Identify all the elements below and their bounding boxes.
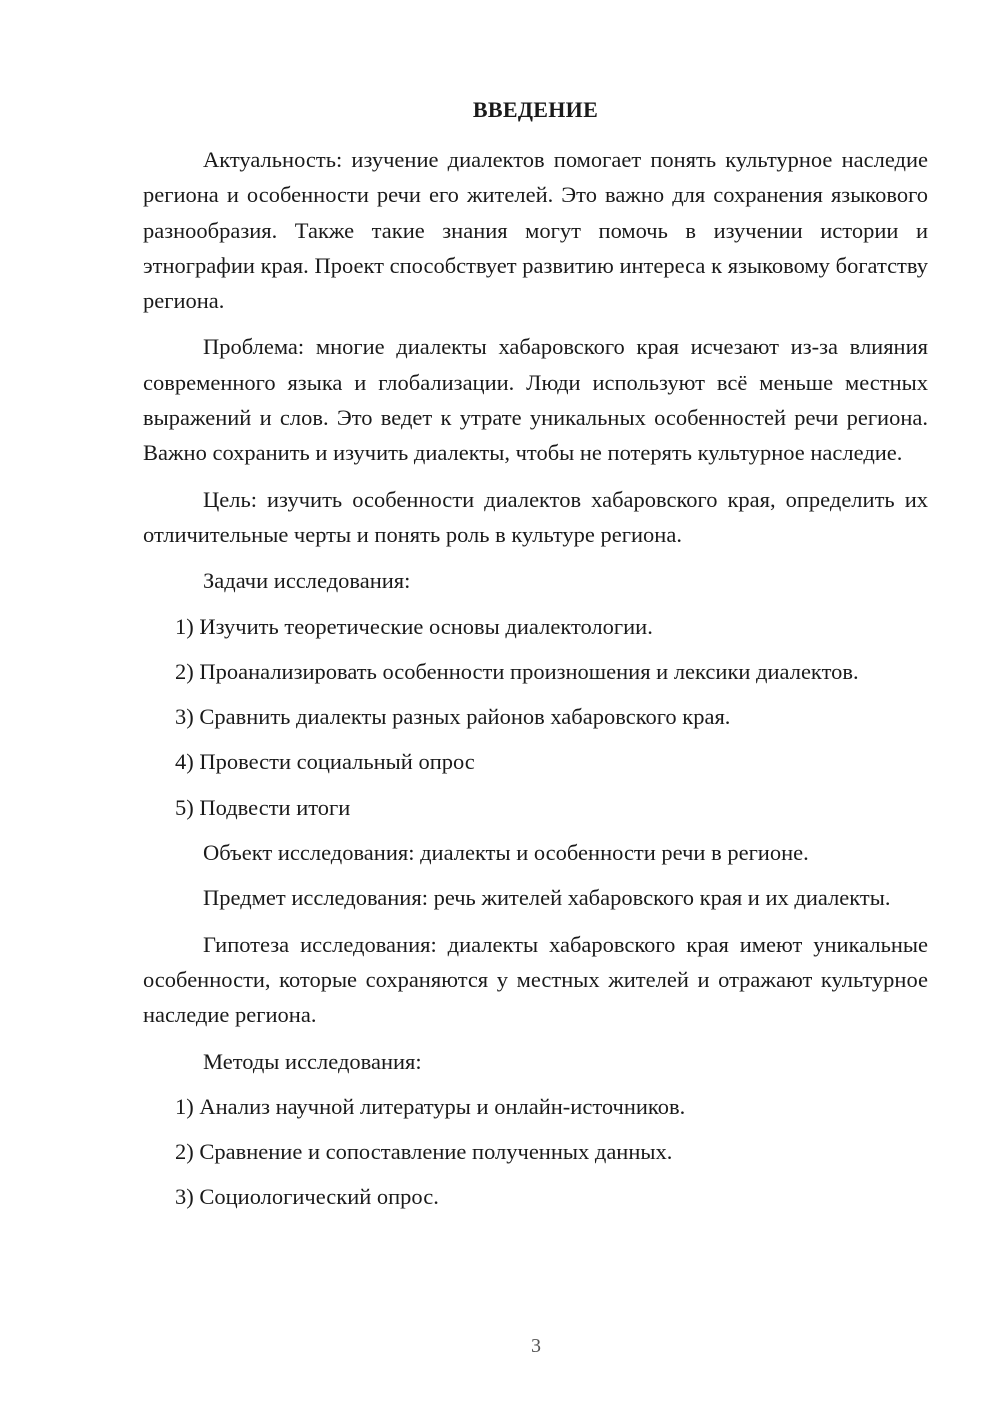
method-item-1: 1) Анализ научной литературы и онлайн-источников. [175, 1093, 686, 1119]
method-item-2: 2) Сравнение и сопоставление полученных данных. [175, 1139, 673, 1165]
hypothesis-paragraph: Гипотеза исследования: диалекты хабаровского края имеют уникальные особенности, которые сохраняются у местных жителей и отражают культурное наследие региона. [143, 931, 928, 1028]
problem-paragraph: Проблема: многие диалекты хабаровского края исчезают из-за влияния современного языка и глобализации. Люди используют всё меньше местных выражений и слов. Это ведет к утрате уникальных особенностей речи региона. Важно сохранить и изучить диалекты, чтобы не потерять культурное наследие. [143, 334, 928, 466]
tasks-label: Задачи исследования: [203, 568, 411, 594]
page-number: 3 [531, 1335, 541, 1357]
goal-paragraph: Цель: изучить особенности диалектов хабаровского края, определить их отличительные черты и понять роль в культуре региона. [143, 486, 928, 547]
subject-paragraph: Предмет исследования: речь жителей хабаровского края и их диалекты. [203, 885, 891, 911]
page-title: ВВЕДЕНИЕ [472, 97, 599, 122]
task-item-5: 5) Подвести итоги [175, 794, 351, 820]
relevance-paragraph: Актуальность: изучение диалектов помогает понять культурное наследие региона и особенности речи его жителей. Это важно для сохранения языкового разнообразия. Также такие знания могут помочь в изучении истории и этнографии края. Проект способствует развитию интереса к языковому богатству региона. [143, 147, 928, 314]
task-item-1: 1) Изучить теоретические основы диалектологии. [175, 613, 653, 639]
page-content [143, 92, 928, 1225]
object-paragraph: Объект исследования: диалекты и особенности речи в регионе. [203, 840, 809, 866]
method-item-3: 3) Социологический опрос. [175, 1184, 439, 1210]
task-item-3: 3) Сравнить диалекты разных районов хабаровского края. [175, 704, 731, 730]
task-item-2: 2) Проанализировать особенности произношения и лексики диалектов. [175, 658, 859, 684]
methods-label: Методы исследования: [203, 1048, 422, 1074]
task-item-4: 4) Провести социальный опрос [175, 749, 475, 775]
